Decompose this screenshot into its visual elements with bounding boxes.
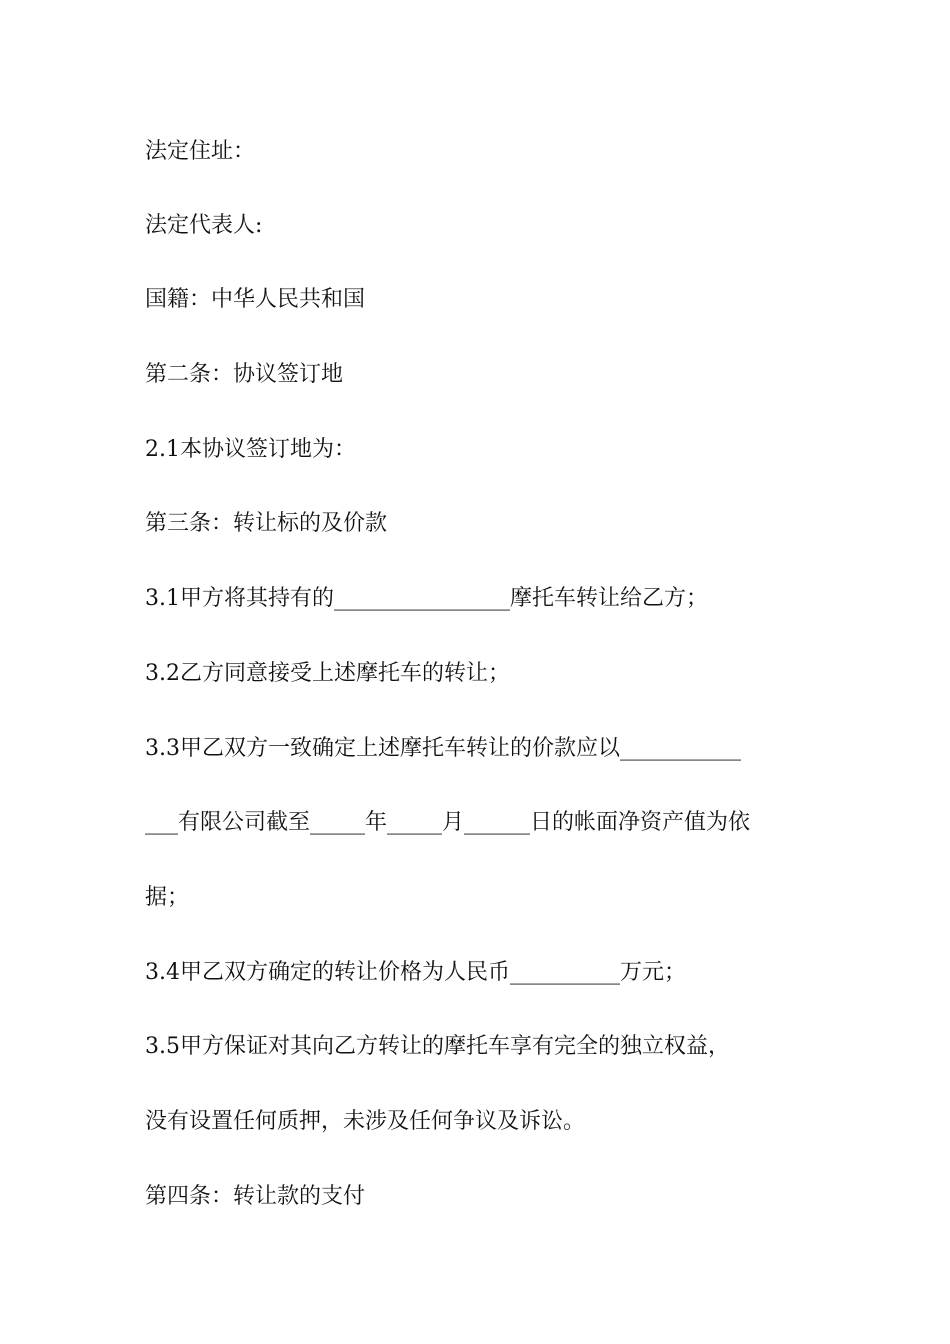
article-2-heading: 第二条：协议签订地 [145,362,344,387]
clause-2-1: 2.1本协议签订地为： [145,437,356,462]
nationality-line: 国籍：中华人民共和国 [145,287,366,312]
clause-3-4: 3.4甲乙双方确定的转让价格为人民币__________万元； [145,960,686,985]
legal-address-label: 法定住址： [145,139,256,164]
article-4-heading: 第四条：转让款的支付 [145,1184,366,1209]
clause-3-3-line-3: 据； [145,885,190,910]
legal-representative-label: 法定代表人: [145,213,263,238]
clause-3-2: 3.2乙方同意接受上述摩托车的转让； [145,661,510,686]
article-3-heading: 第三条：转让标的及价款 [145,511,388,536]
clause-3-3-line-2: ___有限公司截至_____年_____月______日的帐面净资产值为依 [145,810,751,835]
clause-3-5-line-1: 3.5甲方保证对其向乙方转让的摩托车享有完全的独立权益， [145,1034,730,1059]
clause-3-3-line-1: 3.3甲乙双方一致确定上述摩托车转让的价款应以___________ [145,736,741,761]
clause-3-1: 3.1甲方将其持有的________________摩托车转让给乙方； [145,586,708,611]
clause-3-5-line-2: 没有设置任何质押，未涉及任何争议及诉讼。 [145,1109,586,1134]
